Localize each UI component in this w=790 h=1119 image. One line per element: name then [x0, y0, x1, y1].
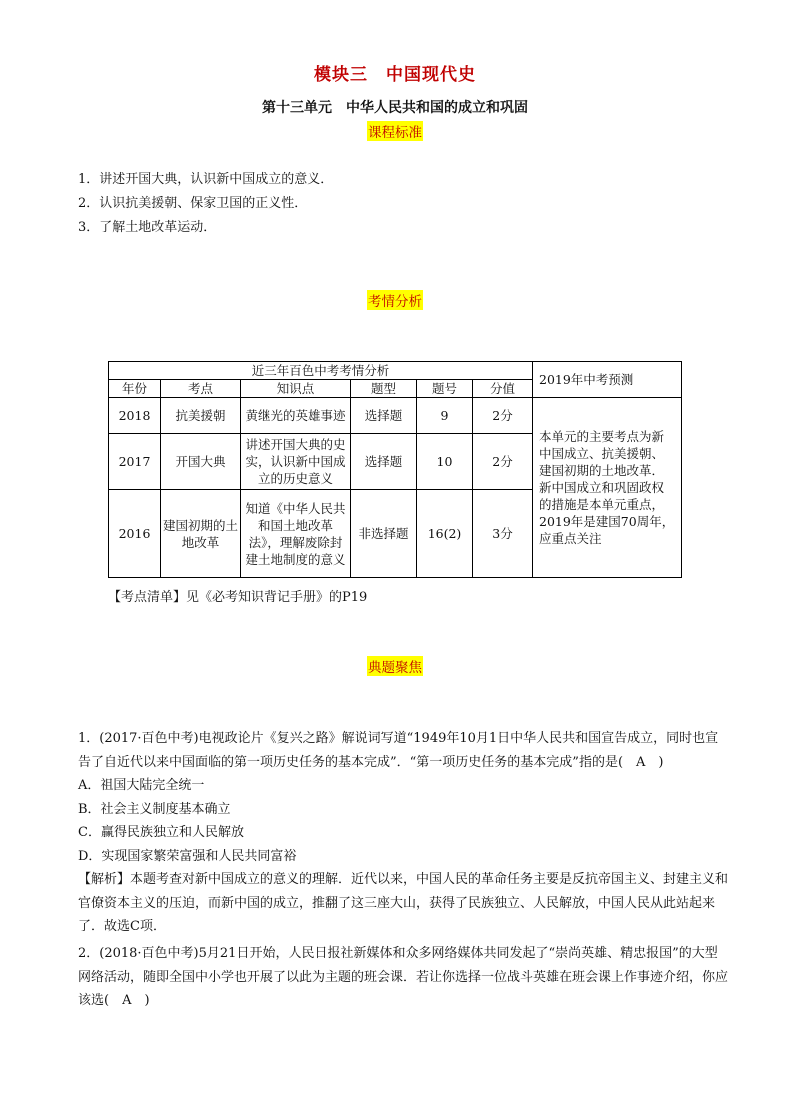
table-header: 题号 [417, 380, 473, 398]
question-stem: 1．(2017·百色中考)电视政论片《复兴之路》解说词写道“1949年10月1日中华人民共和国宣告成立，同时也宣告了自近代以来中国面临的第一项历史任务的基本完成”．“第一项历史任务的基本完成”指的是( A ) [78, 731, 719, 770]
table-cell: 2017 [109, 434, 161, 490]
table-header: 知识点 [241, 380, 351, 398]
section-curriculum-label: 课程标准 [367, 121, 423, 141]
standards-list [78, 168, 333, 240]
standard-item: 2．认识抗美援朝、保家卫国的正义性． [78, 196, 308, 211]
standard-item: 3．了解土地改革运动． [78, 220, 217, 235]
table-cell: 2018 [109, 398, 161, 434]
table-cell: 10 [417, 434, 473, 490]
table-cell: 2分 [473, 398, 533, 434]
option: B．社会主义制度基本确立 [78, 801, 231, 817]
analysis: 【解析】本题考查对新中国成立的意义的理解．近代以来，中国人民的革命任务主要是反抗帝国主义、封建主义和官僚资本主义的压迫，而新中国的成立，推翻了这三座大山，获得了民族独立、人民解放，中国人民从此站起来了．故选C项． [78, 872, 729, 934]
unit-title: 第十三单元 中华人民共和国的成立和巩固 [262, 100, 528, 116]
table-cell: 非选择题 [351, 490, 417, 578]
forecast-text: 本单元的主要考点为新中国成立、抗美援朝、建国初期的土地改革．新中国成立和巩固政权的措施是本单元重点，2019年是建国70周年，应重点关注 [533, 398, 682, 578]
module-title: 模块三 中国现代史 [314, 65, 476, 85]
checklist-note: 【考点清单】见《必考知识背记手册》的P19 [108, 590, 368, 605]
table-header: 考点 [161, 380, 241, 398]
exam-analysis-table [108, 361, 682, 578]
section-exam-analysis [0, 290, 790, 310]
option: A．祖国大陆完全统一 [78, 778, 205, 793]
table-row [109, 398, 682, 434]
section-typical [0, 656, 790, 676]
table-cell: 2016 [109, 490, 161, 578]
table-caption: 近三年百色中考考情分析 [109, 362, 533, 380]
question-1 [78, 727, 728, 939]
table-cell: 2分 [473, 434, 533, 490]
table-cell: 知道《中华人民共和国土地改革法》，理解废除封建土地制度的意义 [241, 490, 351, 578]
table-cell: 开国大典 [161, 434, 241, 490]
table-cell: 讲述开国大典的史实，认识新中国成立的历史意义 [241, 434, 351, 490]
table-header: 题型 [351, 380, 417, 398]
table-cell: 16(2) [417, 490, 473, 578]
section-typical-label: 典题聚焦 [367, 656, 423, 676]
table-cell: 黄继光的英雄事迹 [241, 398, 351, 434]
section-curriculum [0, 121, 790, 141]
table-cell: 选择题 [351, 434, 417, 490]
standard-item: 1．讲述开国大典，认识新中国成立的意义． [78, 172, 334, 187]
table-cell: 选择题 [351, 398, 417, 434]
table-cell: 3分 [473, 490, 533, 578]
table-header: 分值 [473, 380, 533, 398]
option: D．实现国家繁荣富强和人民共同富裕 [78, 848, 297, 864]
table-header: 年份 [109, 380, 161, 398]
table-cell: 抗美援朝 [161, 398, 241, 434]
question-2 [78, 942, 728, 1013]
section-exam-analysis-label: 考情分析 [367, 290, 423, 310]
table-cell: 建国初期的土地改革 [161, 490, 241, 578]
forecast-header: 2019年中考预测 [533, 362, 682, 398]
question-stem: 2．(2018·百色中考)5月21日开始，人民日报社新媒体和众多网络媒体共同发起了“崇尚英雄、精忠报国”的大型网络活动，随即全国中小学也开展了以此为主题的班会课．若让你选择一位战斗英雄在班会课上作事迹介绍，你应该选( A ) [78, 946, 729, 1008]
table-cell: 9 [417, 398, 473, 434]
option: C．赢得民族独立和人民解放 [78, 825, 244, 840]
